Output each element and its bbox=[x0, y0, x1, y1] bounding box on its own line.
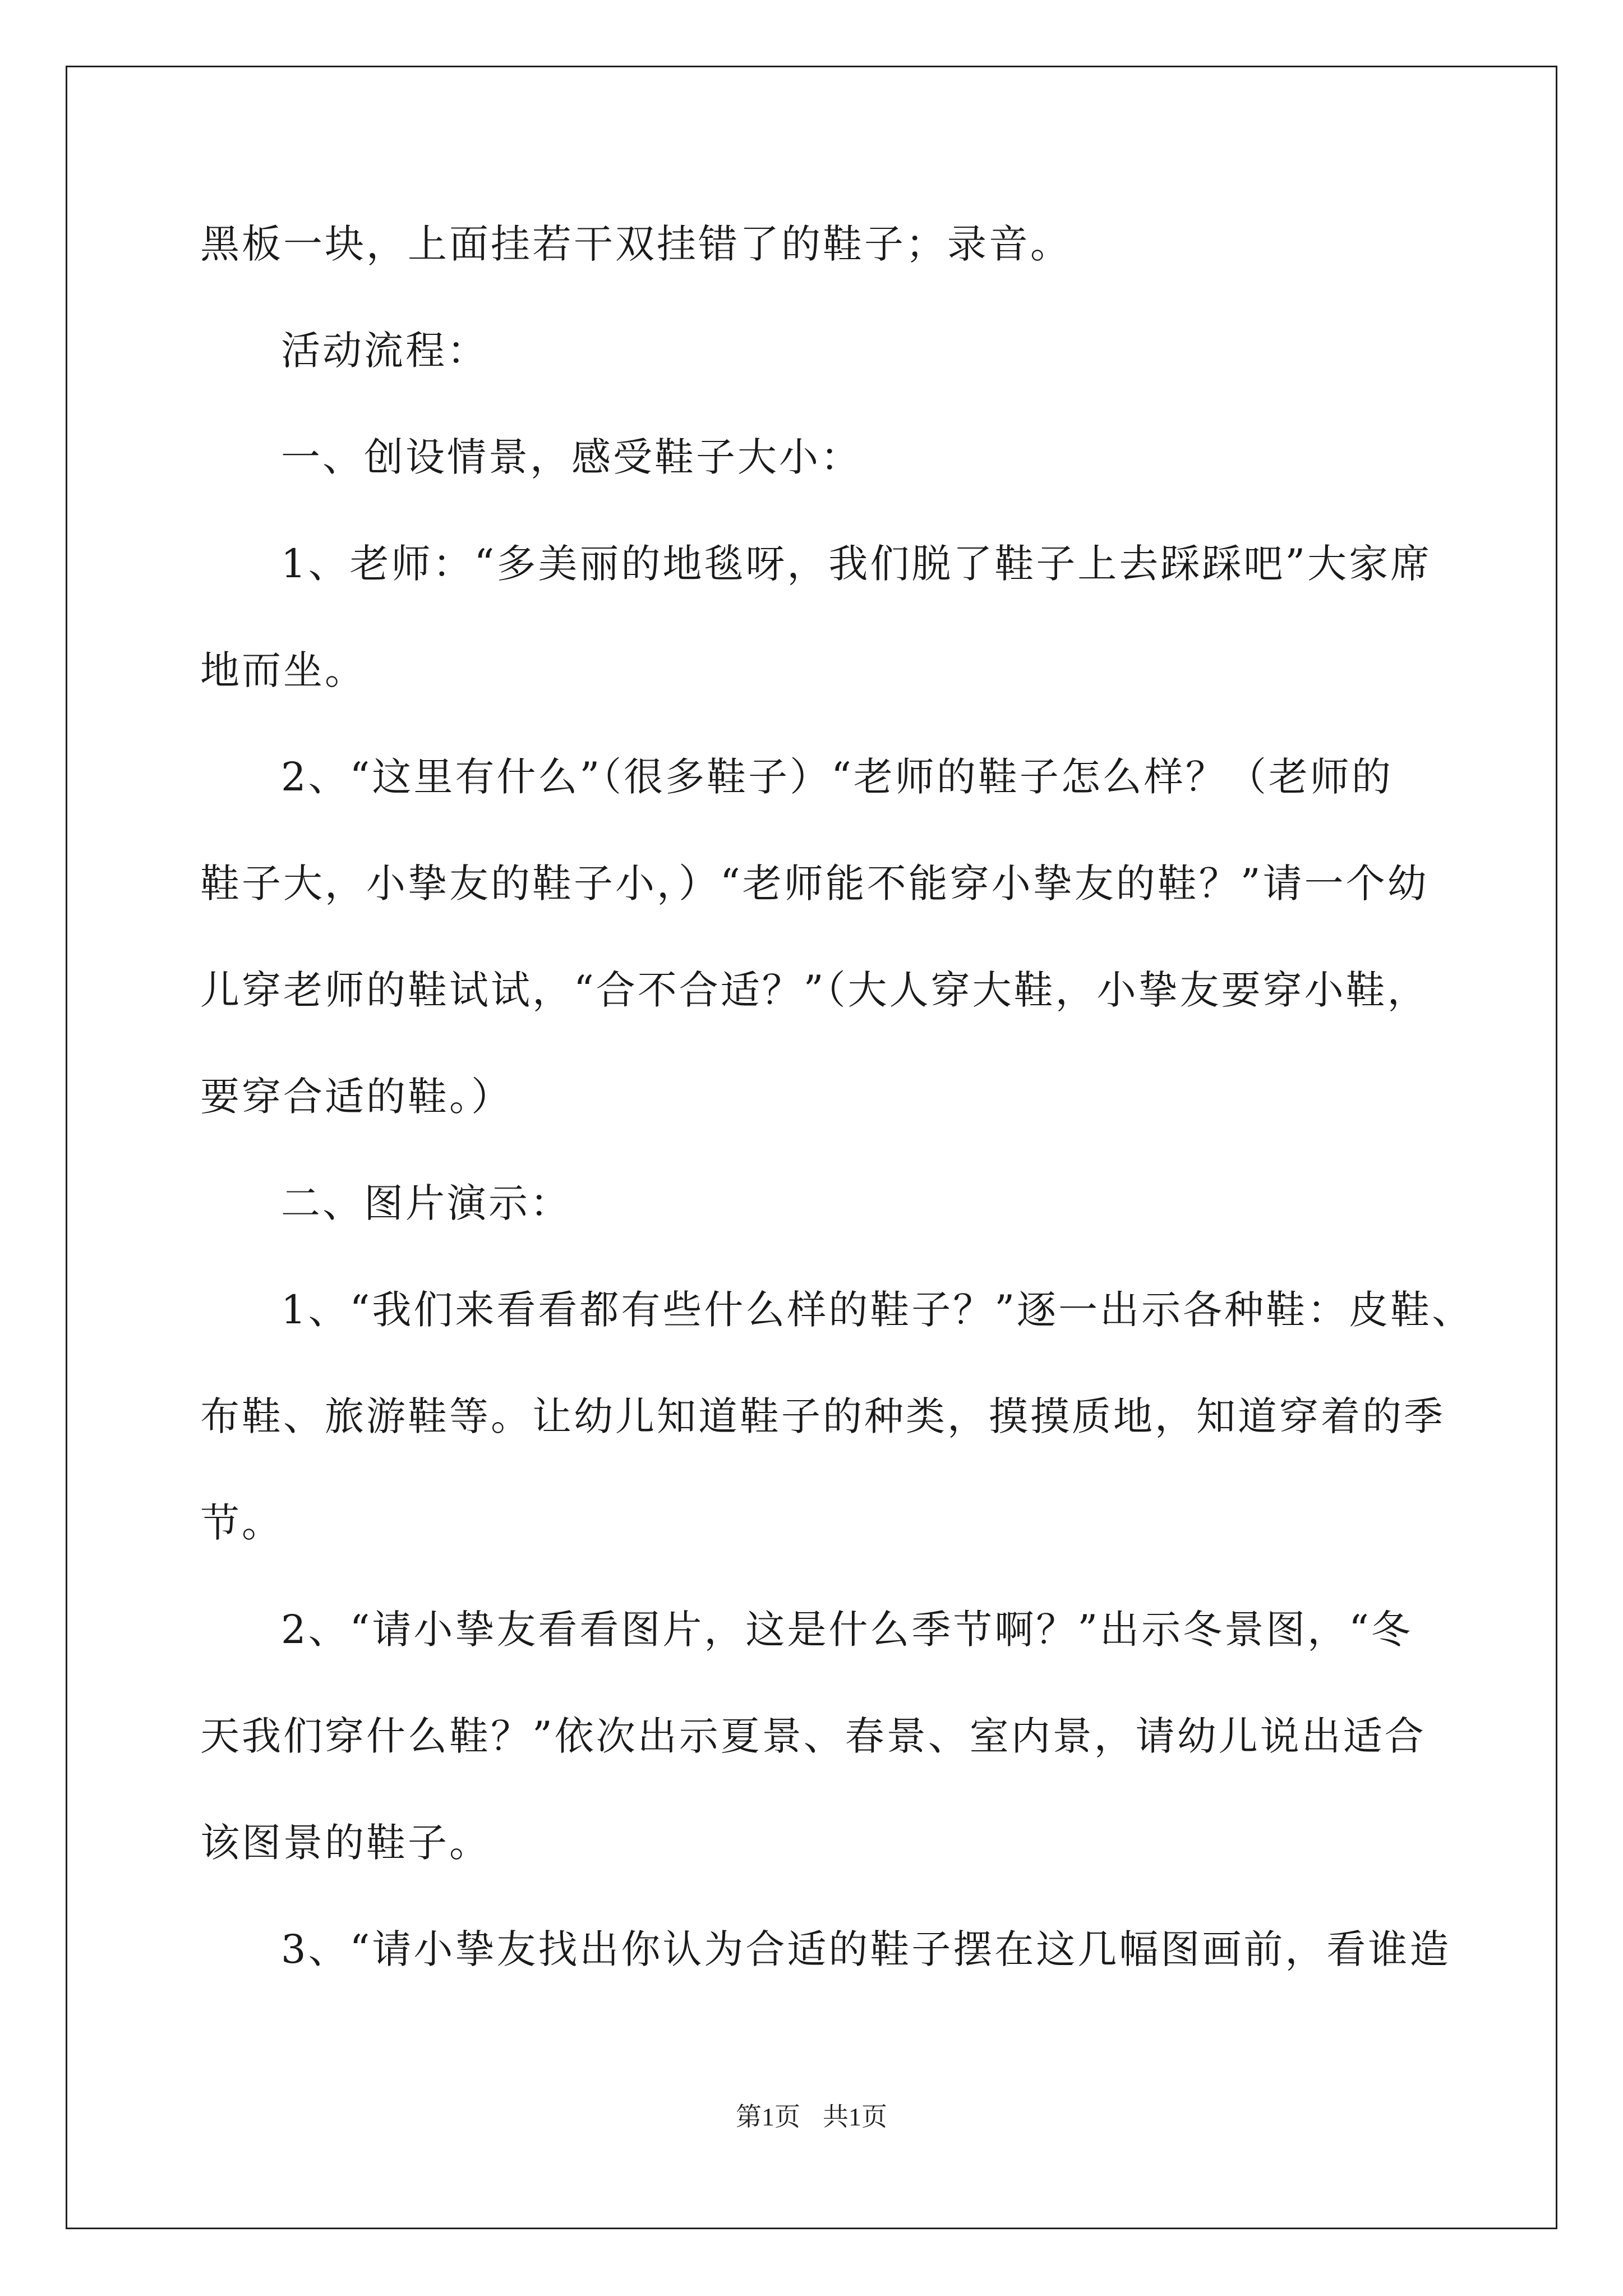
paragraph-line: 地而坐。 bbox=[200, 647, 366, 693]
paragraph-line: 1、“我们来看看都有些什么样的鞋子？”逐一出示各种鞋：皮鞋、 bbox=[281, 1287, 1474, 1333]
paragraph-line: 2、“请小挚友看看图片，这是什么季节啊？”出示冬景图，“冬 bbox=[281, 1607, 1413, 1653]
paragraph-line: 2、“这里有什么”（很多鞋子）“老师的鞋子怎么样？（老师的 bbox=[281, 754, 1393, 800]
section-heading: 二、图片演示： bbox=[281, 1180, 571, 1226]
paragraph-line: 黑板一块，上面挂若干双挂错了的鞋子；录音。 bbox=[200, 221, 1072, 267]
paragraph-line: 1、老师：“多美丽的地毯呀，我们脱了鞋子上去踩踩吧”大家席 bbox=[281, 541, 1432, 587]
paragraph-line: 该图景的鞋子。 bbox=[200, 1820, 491, 1866]
paragraph-line: 布鞋、旅游鞋等。让幼儿知道鞋子的种类，摸摸质地，知道穿着的季 bbox=[200, 1393, 1445, 1439]
paragraph-line: 要穿合适的鞋。） bbox=[200, 1074, 513, 1120]
paragraph-line: 天我们穿什么鞋？”依次出示夏景、春景、室内景，请幼儿说出适合 bbox=[200, 1713, 1426, 1759]
page-total: 共1页 bbox=[823, 2102, 887, 2131]
page-footer bbox=[0, 2100, 1623, 2134]
paragraph-line: 节。 bbox=[200, 1500, 283, 1546]
paragraph-line: 鞋子大，小挚友的鞋子小，）“老师能不能穿小挚友的鞋？”请一个幼 bbox=[200, 861, 1429, 907]
section-heading: 一、创设情景，感受鞋子大小： bbox=[281, 434, 862, 480]
page-number: 第1页 bbox=[736, 2102, 800, 2131]
paragraph-line: 3、“请小挚友找出你认为合适的鞋子摆在这几幅图画前，看谁造 bbox=[281, 1926, 1451, 1972]
page-border bbox=[66, 66, 1557, 2229]
paragraph-line: 儿穿老师的鞋试试，“合不合适？”（大人穿大鞋，小挚友要穿小鞋， bbox=[200, 967, 1429, 1013]
paragraph-line: 活动流程： bbox=[281, 328, 488, 374]
